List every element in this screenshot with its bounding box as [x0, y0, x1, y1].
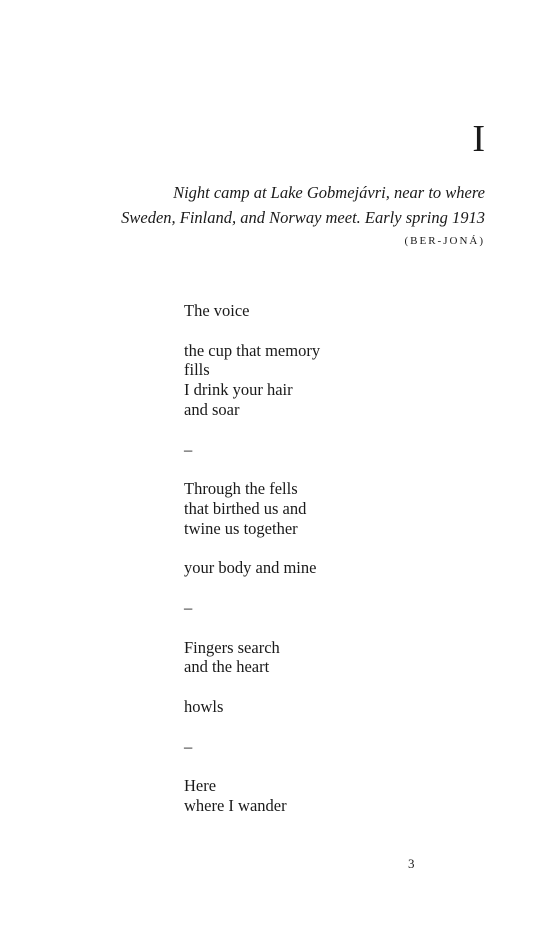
epigraph-line: Sweden, Finland, and Norway meet. Early spring 1913: [121, 208, 485, 227]
dash-separator: –: [184, 597, 193, 617]
poem-line: The voice: [184, 301, 250, 320]
poem-line: and soar: [184, 399, 240, 419]
stanza: [184, 558, 504, 578]
stanza: [184, 638, 504, 678]
stanza: [184, 697, 504, 717]
poem-line: and the heart: [184, 657, 270, 677]
stanza-separator: [184, 440, 504, 460]
stanza: [184, 341, 504, 420]
poem-line: Fingers search: [184, 637, 280, 657]
stanza: [184, 776, 504, 816]
poem-line: that birthed us and: [184, 498, 307, 518]
stanza: [184, 301, 504, 321]
chapter-numeral: I: [472, 118, 485, 160]
poem-line: Here: [184, 776, 217, 796]
dash-separator: –: [184, 736, 193, 756]
poem-line: Through the fells: [184, 479, 298, 499]
poem-line: fills: [184, 360, 210, 380]
poem-line: the cup that memory: [184, 340, 321, 360]
poem: [184, 301, 504, 836]
poem-line: I drink your hair: [184, 380, 293, 400]
page-number: 3: [408, 856, 415, 871]
stanza-separator: [184, 737, 504, 757]
poem-line: howls: [184, 696, 224, 716]
poem-line: twine us together: [184, 518, 298, 538]
epigraph-line: Night camp at Lake Gobmejávri, near to where: [173, 183, 485, 202]
poem-line: where I wander: [184, 795, 287, 815]
epigraph: [65, 180, 485, 230]
dash-separator: –: [184, 439, 193, 459]
pronunciation-note: (BER-JONÁ): [404, 235, 485, 247]
stanza-separator: [184, 598, 504, 618]
poem-line: your body and mine: [184, 558, 317, 578]
stanza: [184, 479, 504, 538]
